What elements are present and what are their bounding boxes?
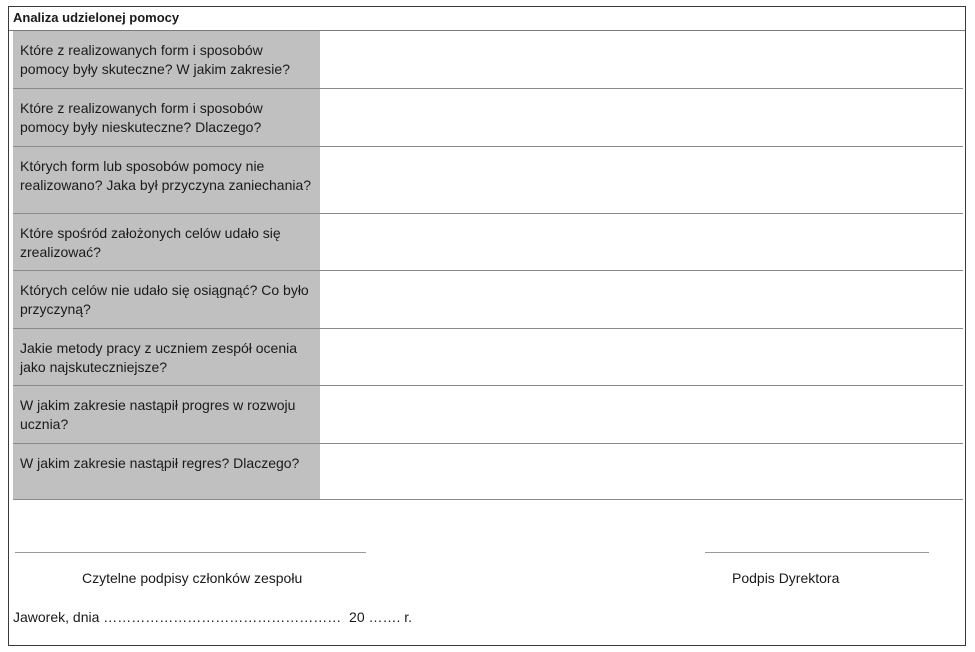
answer-cell[interactable] [320, 270, 963, 328]
table-row [13, 88, 963, 146]
director-signature-label: Podpis Dyrektora [732, 570, 840, 586]
question-cell: W jakim zakresie nastąpił regres? Dlaczego? [13, 443, 320, 499]
answer-cell[interactable] [320, 385, 963, 443]
table-row [13, 385, 963, 443]
question-cell: Jakie metody pracy z uczniem zespół ocenia jako najskuteczniejsze? [13, 328, 320, 385]
question-cell: Które spośród założonych celów udało się zrealizować? [13, 213, 320, 270]
answer-cell[interactable] [320, 213, 963, 270]
table-row [13, 443, 963, 499]
place-date-line: Jaworek, dnia …………………………………………… 20 ……. r. [13, 609, 413, 625]
analysis-table [13, 31, 963, 500]
table-row [13, 328, 963, 385]
answer-cell[interactable] [320, 31, 963, 88]
answer-cell[interactable] [320, 146, 963, 213]
question-cell: Których form lub sposobów pomocy nie realizowano? Jaka był przyczyna zaniechania? [13, 146, 320, 213]
question-cell: W jakim zakresie nastąpił progres w rozwoju ucznia? [13, 385, 320, 443]
answer-cell[interactable] [320, 88, 963, 146]
team-signature-line[interactable] [15, 552, 366, 553]
answer-cell[interactable] [320, 328, 963, 385]
answer-cell[interactable] [320, 443, 963, 499]
team-signature-label: Czytelne podpisy członków zespołu [82, 570, 303, 586]
table-row [13, 31, 963, 88]
question-cell: Które z realizowanych form i sposobów pomocy były skuteczne? W jakim zakresie? [13, 31, 320, 88]
table-row [13, 213, 963, 270]
table-row [13, 146, 963, 213]
director-signature-line[interactable] [705, 552, 929, 553]
section-title: Analiza udzielonej pomocy [13, 10, 180, 25]
table-row [13, 270, 963, 328]
question-cell: Które z realizowanych form i sposobów pomocy były nieskuteczne? Dlaczego? [13, 88, 320, 146]
question-cell: Których celów nie udało się osiągnąć? Co było przyczyną? [13, 270, 320, 328]
